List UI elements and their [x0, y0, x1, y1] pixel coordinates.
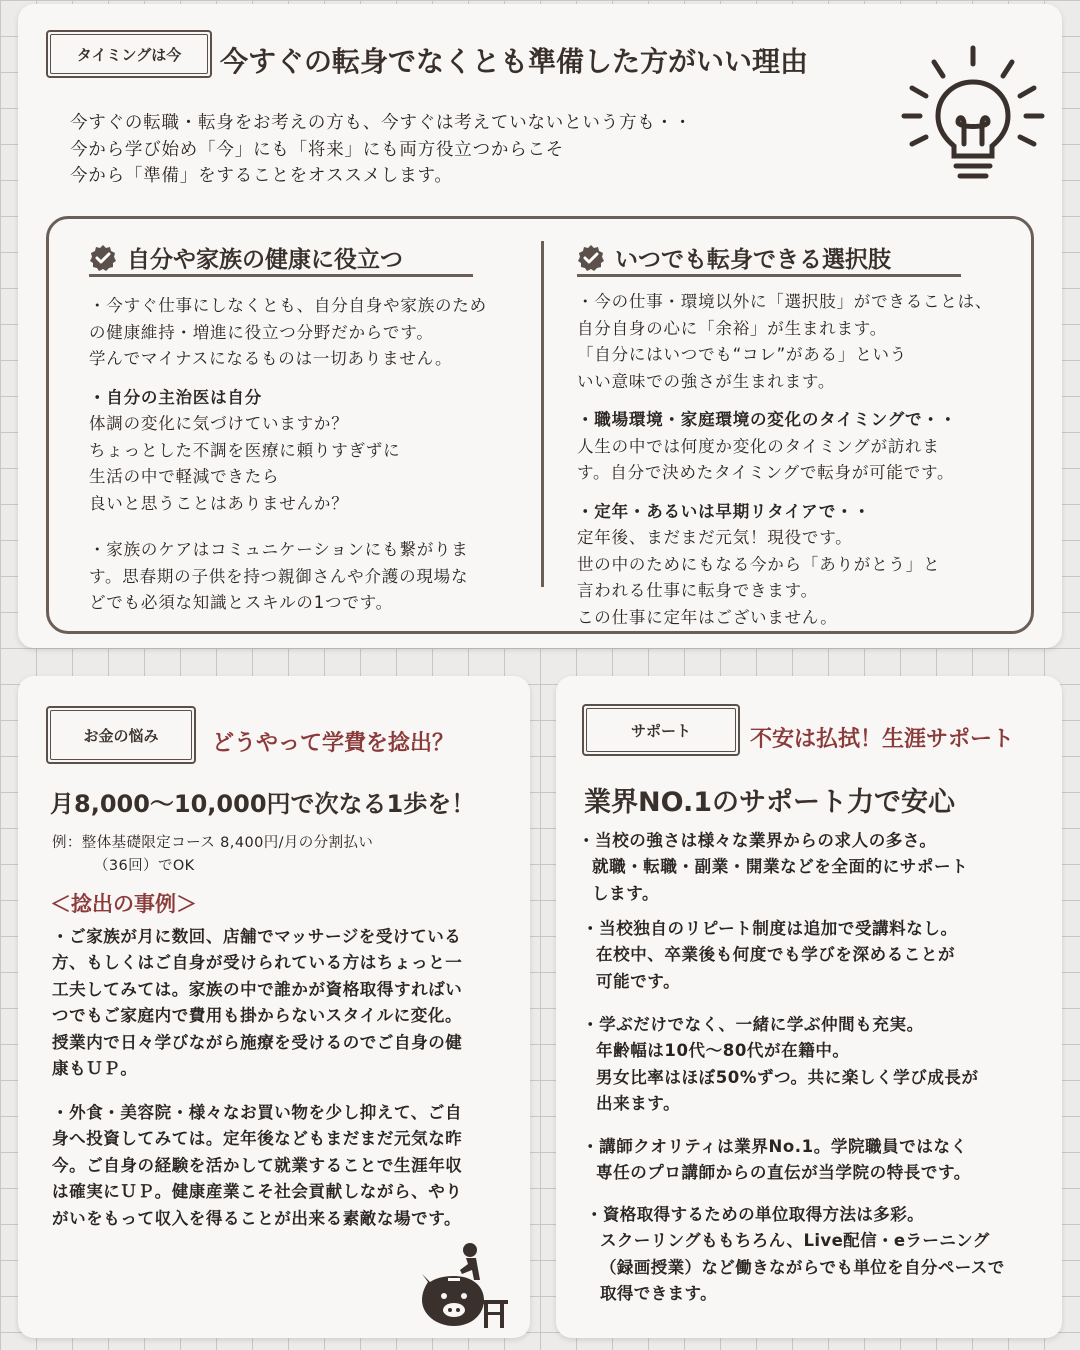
- money-example: [52, 832, 373, 878]
- piggy-bank-icon: [414, 1240, 514, 1332]
- money-case-2: [52, 1100, 462, 1232]
- options-line: 定年後、まだまだ元気！現役です。: [577, 528, 853, 547]
- money-tag-label: お金の悩み: [50, 710, 192, 760]
- options-heading-text: いつでも転身できる選択肢: [615, 247, 891, 273]
- options-subheading: ・職場環境・家庭環境の変化のタイミングで・・: [577, 410, 957, 429]
- options-line: 人生の中では何度か変化のタイミングが訪れま: [577, 436, 940, 456]
- health-line: ・家族のケアはコミュニケーションにも繋がりま: [89, 540, 469, 559]
- support-tag-label: サポート: [586, 708, 736, 752]
- support-line: 可能です。: [596, 971, 681, 991]
- support-title: 不安は払拭！生涯サポート: [750, 727, 1015, 752]
- health-body: [89, 293, 487, 617]
- support-line: ・当校独自のリピート制度は追加で受講料なし。: [582, 919, 958, 938]
- health-line: ・今すぐ仕事にしなくとも、自分自身や家族のため: [89, 296, 487, 315]
- money-tag: [46, 706, 196, 764]
- check-badge-icon: [89, 244, 117, 272]
- health-line: す。思春期の子供を持つ親御さんや介護の現場な: [89, 566, 469, 586]
- support-line: 就職・転職・副業・開業などを全面的にサポート: [592, 857, 969, 877]
- case-line: 授業内で日々学びながら施療を受けるのでご自身の健: [52, 1032, 463, 1052]
- money-card: [18, 676, 530, 1338]
- health-line: 生活の中で軽減できたら: [89, 467, 280, 486]
- support-line: します。: [592, 883, 660, 903]
- options-body: [577, 289, 992, 631]
- money-title: どうやって学費を捻出？: [212, 731, 455, 756]
- options-line: いい意味での強さが生まれます。: [577, 371, 836, 391]
- timing-title: 今すぐの転身でなくとも準備した方がいい理由: [220, 45, 809, 78]
- support-line: 専任のプロ講師からの直伝が当学院の特長です。: [596, 1163, 971, 1183]
- support-line: ・資格取得するための単位取得方法は多彩。: [586, 1205, 924, 1224]
- case-line: 康もＵＰ。: [52, 1059, 138, 1079]
- case-line: 身へ投資してみては。定年後などもまだまだ元気な昨: [52, 1129, 463, 1149]
- support-line: 年齢幅は10代〜80代が在籍中。: [596, 1041, 850, 1061]
- support-item-5: [586, 1202, 1005, 1308]
- options-line: 自分自身の心に「余裕」が生まれます。: [577, 318, 888, 338]
- support-line: 男女比率はほぼ50%ずつ。共に楽しく学び成長が: [596, 1067, 979, 1087]
- options-line: この仕事に定年はございません。: [577, 607, 838, 627]
- options-heading: [577, 241, 961, 277]
- support-tag: [582, 704, 740, 756]
- support-item-2: [582, 916, 958, 995]
- case-heading: ＜捻出の事例＞: [50, 892, 197, 916]
- health-line: どでも必須な知識とスキルの1つです。: [89, 593, 393, 612]
- health-line: の健康維持・増進に役立つ分野だからです。: [89, 322, 434, 342]
- case-line: 今。ご自身の経験を活かして就業することで生涯年収: [52, 1155, 463, 1175]
- support-item-3: [582, 1012, 979, 1118]
- options-line: 世の中のためにもなる今から「ありがとう」と: [577, 554, 941, 574]
- intro-line: 今から「準備」をすることをオススメします。: [70, 166, 453, 186]
- timing-intro: [70, 110, 692, 190]
- support-headline: 業界NO.1のサポート力で安心: [584, 787, 955, 818]
- health-heading: [89, 241, 473, 277]
- health-line: 体調の変化に気づけていますか？: [89, 414, 349, 433]
- options-line: 「自分にはいつでも“コレ”がある」という: [577, 345, 908, 364]
- support-line: 在校中、卒業後も何度でも学びを深めることが: [596, 945, 956, 965]
- support-item-4: [582, 1134, 971, 1187]
- options-line: ・今の仕事・環境以外に「選択肢」ができることは、: [577, 292, 993, 311]
- example-line: （36回）でOK: [94, 858, 195, 874]
- check-badge-icon: [577, 244, 605, 272]
- options-line: す。自分で決めたタイミングで転身が可能です。: [577, 463, 955, 482]
- support-line: （録画授業）など働きながらでも単位を自分ペースで: [600, 1257, 1005, 1277]
- example-line: 例：整体基礎限定コース 8,400円/月の分割払い: [52, 835, 374, 851]
- health-line: 学んでマイナスになるものは一切ありません。: [89, 349, 453, 368]
- case-line: は確実にＵＰ。健康産業こそ社会貢献しながら、やり: [52, 1182, 463, 1202]
- money-case-1: [52, 924, 462, 1082]
- case-line: 方、もしくはご自身が受けられている方はちょっと一: [52, 953, 463, 973]
- health-line: ちょっとした不調を医療に頼りすぎずに: [89, 440, 401, 460]
- support-card: [556, 676, 1062, 1338]
- support-line: ・学ぶだけでなく、一緒に学ぶ仲間も充実。: [582, 1015, 924, 1034]
- health-subheading: ・自分の主治医は自分: [89, 387, 262, 407]
- support-line: 取得できます。: [600, 1284, 717, 1304]
- support-line: 出来ます。: [596, 1094, 681, 1114]
- lightbulb-icon: [898, 40, 1048, 190]
- column-divider: [541, 241, 544, 587]
- support-line: ・当校の強さは様々な業界からの求人の多さ。: [578, 831, 937, 850]
- case-line: ・ご家族が月に数回、店舗でマッサージを受けている: [52, 927, 462, 946]
- intro-line: 今から学び始め「今」にも「将来」にも両方役立つからこそ: [70, 139, 565, 160]
- health-heading-text: 自分や家族の健康に役立つ: [127, 247, 403, 273]
- options-subheading: ・定年・あるいは早期リタイアで・・: [577, 501, 871, 521]
- support-item-1: [578, 828, 968, 907]
- money-headline: 月8,000〜10,000円で次なる1歩を！: [50, 790, 476, 818]
- timing-tag: [46, 30, 212, 78]
- case-line: ・外食・美容院・様々なお買い物を少し抑えて、ご自: [52, 1103, 463, 1122]
- support-line: ・講師クオリティは業界No.1。学院職員ではなく: [582, 1137, 968, 1156]
- options-line: 言われる仕事に転身できます。: [577, 581, 818, 600]
- case-line: 工夫してみては。家族の中で誰かが資格取得すればい: [52, 979, 463, 999]
- timing-card: [18, 4, 1062, 648]
- intro-line: 今すぐの転職・転身をお考えの方も、今すぐは考えていないという方も・・: [70, 113, 693, 133]
- reasons-panel: [46, 216, 1034, 634]
- case-line: つでもご家庭内で費用も掛からないスタイルに変化。: [52, 1006, 463, 1026]
- timing-tag-label: タイミングは今: [50, 34, 208, 74]
- health-line: 良いと思うことはありませんか？: [89, 493, 349, 513]
- case-line: がいをもって収入を得ることが出来る素敵な場です。: [52, 1208, 462, 1228]
- support-line: スクーリングももちろん、Live配信・eラーニング: [600, 1231, 990, 1251]
